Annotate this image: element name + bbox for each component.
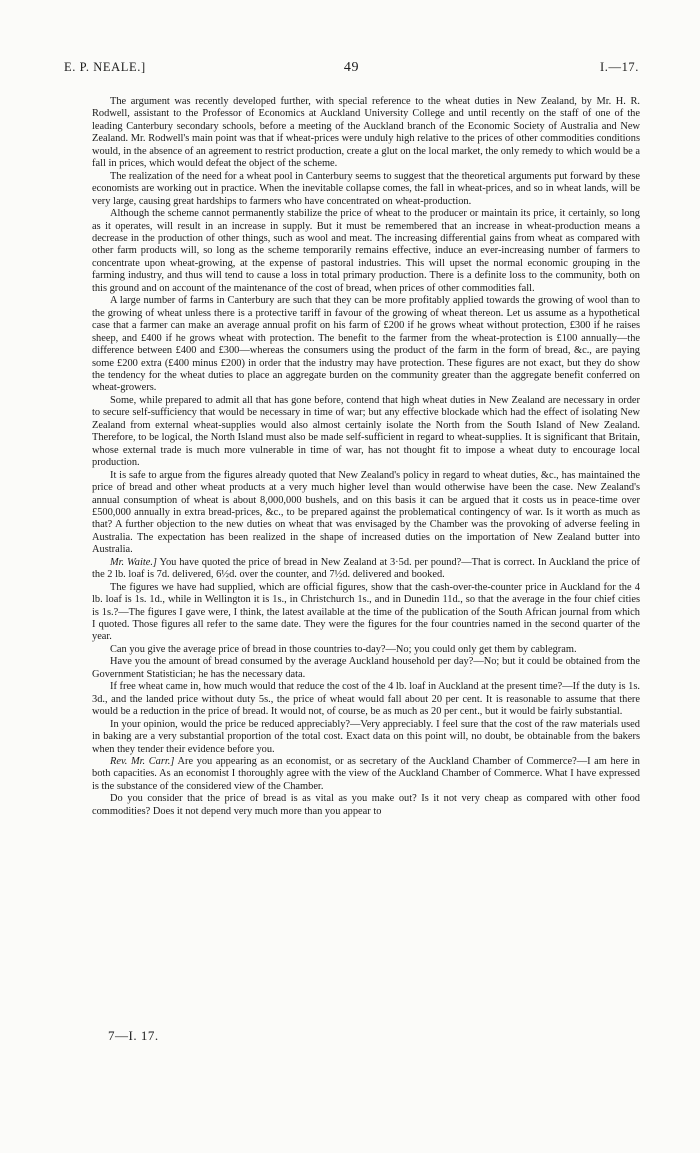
paragraph: Some, while prepared to admit all that has gone before, contend that high wheat duties in New Zealand are necessary in order to secure self-sufficiency that would be necessary in time of war; but any effective blockade which had the effect of isolating New Zealand from external wheat-supplies would also almost certainly isolate the North from the South Island of New Zealand. Therefore, to be logical, the North Island must also be made self-sufficient in regard to wheat-supplies. It is significant that Britain, whose external trade is much more vulnerable in time of war, has not thought fit to impose a wheat duty to encourage local production. <box>92 394 640 469</box>
paragraph: The realization of the need for a wheat pool in Canterbury seems to suggest that the theoretical arguments put forward by these economists are working out in practice. When the inevitable collapse comes, the fall in wheat-prices, and so in wheat lands, will be very large, causing great hardships to farmers who have concentrated on wheat-production. <box>92 170 640 207</box>
paragraph: The argument was recently developed further, with special reference to the wheat duties in New Zealand, by Mr. H. R. Rodwell, assistant to the Professor of Economics at Auckland University College and until recently on the staff of one of the leading Canterbury secondary schools, before a meeting of the Auckland branch of the Economic Society of Australia and New Zealand. Mr. Rodwell's main point was that if wheat-prices were unduly high relative to the prices of other commodities conditions would, in the absence of an agreement to restrict production, create a glut on the local market, the only remedy to which would be a fall in prices, which would defeat the object of the scheme. <box>92 96 640 170</box>
paragraph: It is safe to argue from the figures already quoted that New Zealand's policy in regard to wheat duties, &c., has maintained the price of bread and other wheat products at a very much higher level than would otherwise have been the case. New Zealand's annual consumption of wheat is about 8,000,000 bushels, and on this basis it can be argued that it costs us in peace-time over £500,000 annually in extra bread-prices, &c., to be prepared against the problematical contingency of war. Is it worth as much as that? A further objection to the new duties on wheat that was envisaged by the Chamber was the provoking of adverse feeling in Australia. The expectation has been realized in the shape of increased duties on the importation of New Zealand butter into Australia. <box>92 469 640 556</box>
qa-paragraph: The figures we have had supplied, which are official figures, show that the cash-over-the-counter price in Auckland for the 4 lb. loaf is 1s. 1d., while in Wellington it is 1s., in Christchurch 1s., and in Dunedin 11d., so that the average in the four chief cities is 1s.?—The figures I gave were, I think, the latest available at the time of the publication of the South African journal from which I quoted. Those figures all refer to the same date. They were the figures for the four countries named in the second quarter of the year. <box>92 581 640 643</box>
header-author: E. P. NEALE.] <box>64 60 146 74</box>
document-body <box>92 96 640 818</box>
page-header <box>64 60 639 80</box>
qa-paragraph: Can you give the average price of bread in those countries to-day?—No; you could only get them by cablegram. <box>110 643 577 655</box>
paragraph: Although the scheme cannot permanently stabilize the price of wheat to the producer or maintain its price, it certainly, so long as it operates, will result in an increase in supply. But it must be remembered that an increase in wheat-production means a decrease in the production of other things, such as wool and meat. The increasing differential gains from wheat as compared with other farm products will, so long as the scheme temporarily remains effective, induce an ever-increasing number of farmers to concentrate upon wheat-growing, at the expense of pastoral industries. This will upset the normal economic grouping in the farming industry, and thus will tend to cause a loss in total primary production. There is a definite loss to the community, both on this ground and on account of the maintenance of the cost of bread, when prices of other commodities fall. <box>92 208 640 294</box>
speaker-name: Rev. Mr. Carr.] <box>110 756 175 768</box>
page-signature: 7—I. 17. <box>108 1028 159 1043</box>
qa-paragraph: In your opinion, would the price be reduced appreciably?—Very appreciably. I feel sure that the cost of the raw materials used in baking are a very substantial proportion of the total cost. Exact data on this point will, no doubt, be obtainable from the bakers when they tender their evidence before you. <box>92 718 640 755</box>
speaker-paragraph <box>92 756 640 793</box>
paragraph: A large number of farms in Canterbury are such that they can be more profitably applied towards the growing of wool than to the growing of wheat unless there is a protective tariff in favour of the growing of wheat thereon. Let us assume as a hypothetical case that a farmer can make an average annual profit on his farm of £200 if he grows wheat without protection, £300 if he raises sheep, and £400 if he grows wheat with protection. The benefit to the farmer from the wheat-protection is £100 annually—the difference between £400 and £300—whereas the consumers using the product of the farm in the form of bread, &c., are paying some £200 extra (£400 minus £200) in order that the industry may have protection. These figures are not exact, but they do show the tendency for the wheat duties to place an aggregate burden on the community greater than the aggregate benefit conferred on wheat-growers. <box>92 295 640 394</box>
qa-paragraph: If free wheat came in, how much would that reduce the cost of the 4 lb. loaf in Auckland at the present time?—If the duty is 1s. 3d., and the landed price without duty 5s., the price of wheat would fall about 20 per cent. It is reasonable to assume that there would be a reduction in the price of bread. It would not, of course, be as much as 20 per cent., but it would be fairly substantial. <box>92 681 640 718</box>
paragraph: Do you consider that the price of bread is as vital as you make out? Is it not very cheap as compared with other food commodities? Does it not depend very much more than you appear to <box>92 793 640 817</box>
speaker-name: Mr. Waite.] <box>110 556 157 568</box>
qa-paragraph: Have you the amount of bread consumed by the average Auckland household per day?—No; but it could be obtained from the Government Statistician; he has the necessary data. <box>92 656 640 680</box>
header-reference: I.—17. <box>599 60 639 74</box>
page-number: 49 <box>343 60 360 75</box>
speaker-paragraph <box>92 557 640 582</box>
speaker-text: You have quoted the price of bread in New Zealand at 3·5d. per pound?—That is correct. In Auckland the price of the 2 lb. loaf is 7d. delivered, 6½d. over the counter, and 7½d. delivered and booked. <box>92 556 640 581</box>
speaker-text: Are you appearing as an economist, or as secretary of the Auckland Chamber of Commerce?—I am here in both capacities. As an economist I thoroughly agree with the view of the Auckland Chamber of Commerce. What I have expressed is the substance of the considered view of the Chamber. <box>92 756 641 792</box>
